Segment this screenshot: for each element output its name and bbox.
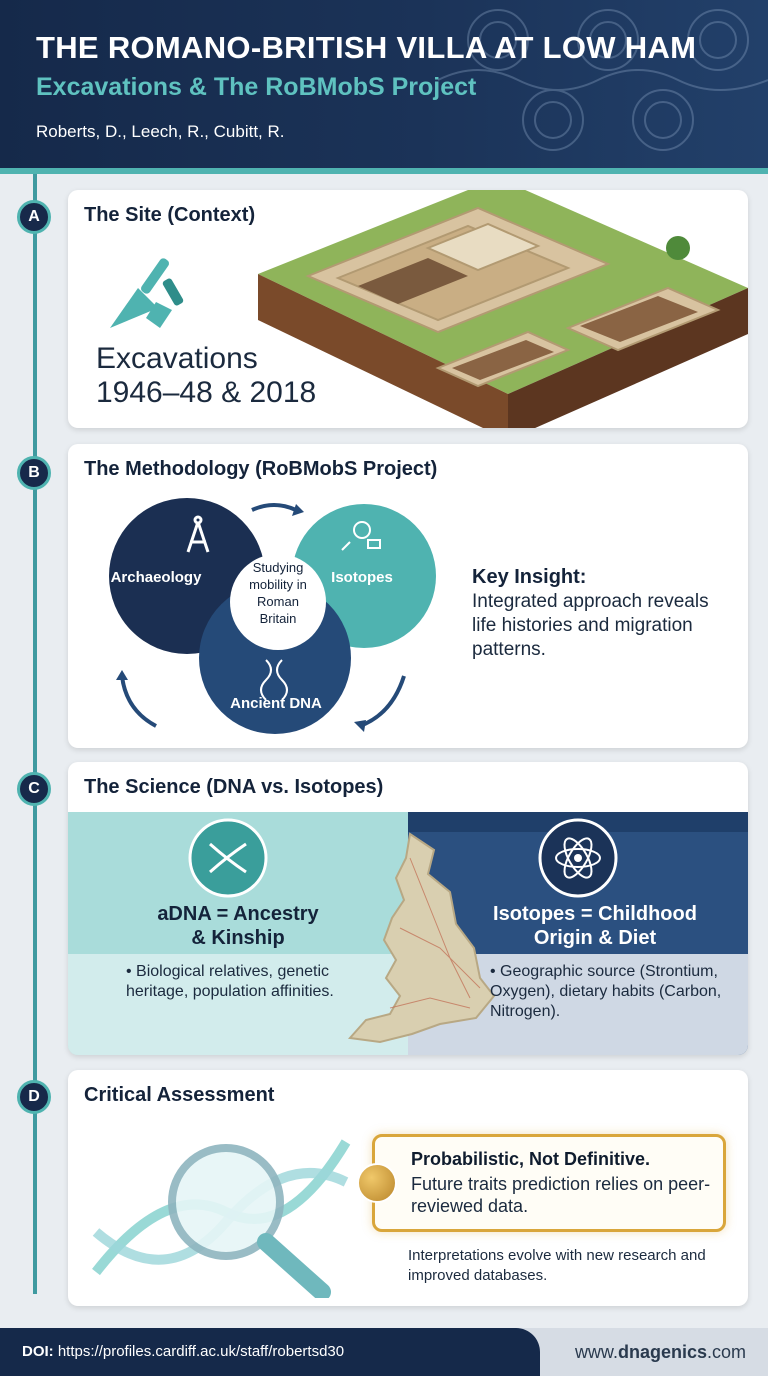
scales-icon — [357, 1163, 397, 1203]
callout-title: Probabilistic, Not Definitive. — [411, 1149, 651, 1169]
science-card — [68, 762, 748, 1055]
doi-link[interactable]: https://profiles.cardiff.ac.uk/staff/robertsd30 — [57, 1343, 345, 1360]
atom-icon — [536, 816, 620, 900]
center-line-2: mobility in — [249, 577, 307, 592]
doi-label: DOI: — [22, 1343, 54, 1360]
center-line-3: Roman — [257, 594, 299, 609]
section-marker-b: B — [17, 456, 51, 490]
callout-text: Future traits prediction relies on peer-reviewed data. — [411, 1174, 711, 1216]
mosaic-pattern-decoration — [438, 0, 768, 168]
methodology-venn-diagram — [92, 490, 452, 740]
interpretations-note: Interpretations evolve with new research and improved databases. — [408, 1247, 706, 1284]
doi-bar — [0, 1328, 540, 1376]
isotopes-description: • Geographic source (Strontium, Oxygen), dietary habits (Carbon, Nitrogen). — [490, 963, 722, 1020]
assessment-card — [68, 1070, 748, 1306]
villa-excavation-illustration — [248, 190, 748, 428]
section-title-science: The Science (DNA vs. Isotopes) — [84, 776, 384, 798]
isotopes-label: Isotopes — [331, 569, 393, 586]
excavation-label: Excavations — [96, 342, 258, 375]
archaeology-label: Archaeology — [110, 569, 202, 586]
dna-helix-icon — [186, 816, 270, 900]
probabilistic-callout — [372, 1134, 726, 1232]
header-banner — [0, 0, 768, 168]
ancient-dna-label: Ancient DNA — [230, 695, 322, 712]
isotopes-heading-line-1: Isotopes = Childhood — [493, 903, 697, 925]
key-insight-text: Integrated approach reveals life histories and migration patterns. — [472, 591, 709, 660]
section-marker-d: D — [17, 1080, 51, 1114]
section-title-assessment: Critical Assessment — [84, 1084, 275, 1106]
excavation-years: 1946–48 & 2018 — [96, 376, 317, 409]
section-marker-a: A — [17, 200, 51, 234]
section-title-site: The Site (Context) — [84, 204, 256, 226]
site-context-card — [68, 190, 748, 428]
website-brand: dnagenics — [617, 1342, 707, 1362]
dna-description: • Biological relatives, genetic heritage, population affinities. — [126, 963, 334, 1000]
dna-heading-line-1: aDNA = Ancestry — [157, 903, 319, 925]
isotopes-heading-line-2: Origin & Diet — [533, 927, 657, 949]
dna-heading-line-2: & Kinship — [191, 927, 285, 949]
footer — [0, 1328, 768, 1376]
magnifier-dna-illustration — [86, 1122, 356, 1298]
header-divider — [0, 168, 768, 174]
website-prefix: www. — [574, 1342, 618, 1362]
section-marker-c: C — [17, 772, 51, 806]
dna-heading — [108, 902, 368, 950]
trowel-brush-icon — [100, 248, 200, 338]
authors: Roberts, D., Leech, R., Cubitt, R. — [36, 122, 285, 141]
methodology-card — [68, 444, 748, 748]
center-line-1: Studying — [252, 560, 304, 575]
website-link[interactable] — [575, 1328, 746, 1376]
page-subtitle: Excavations & The RoBMobS Project — [36, 73, 477, 101]
center-line-4: Britain — [259, 611, 297, 626]
isotopes-heading — [470, 902, 720, 950]
website-suffix: .com — [706, 1342, 746, 1362]
section-title-methodology: The Methodology (RoBMobS Project) — [84, 458, 438, 480]
timeline-line — [33, 174, 37, 1294]
key-insight-title: Key Insight: — [472, 566, 587, 588]
page-title: THE ROMANO-BRITISH VILLA AT LOW HAM — [36, 30, 697, 65]
